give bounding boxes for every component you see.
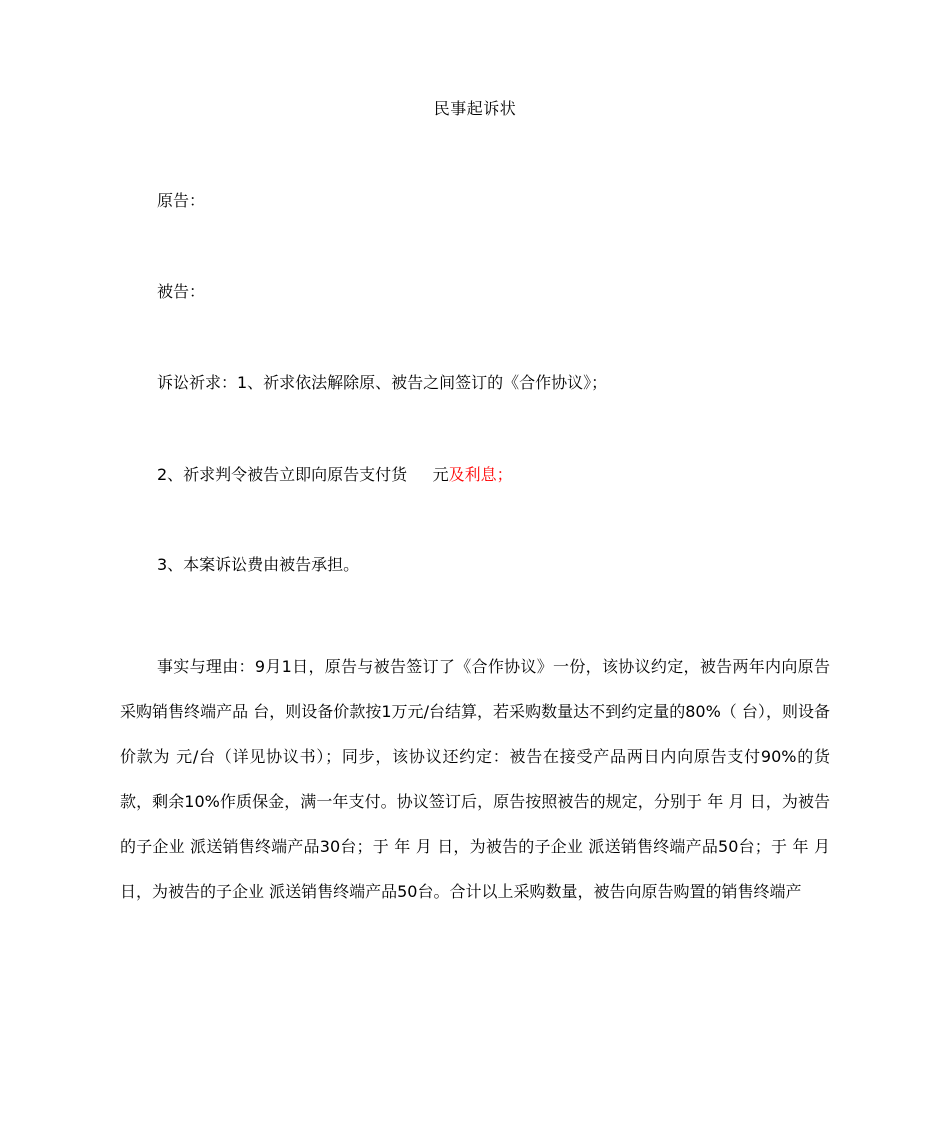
defendant-line: 被告： (157, 282, 206, 301)
claim-2 (157, 463, 513, 487)
plaintiff-line: 原告： (157, 191, 206, 210)
facts-paragraph: 事实与理由：9月1日，原告与被告签订了《合作协议》一份，该协议约定，被告两年内向原告采购销售终端产品 台，则设备价款按1万元/台结算，若采购数量达不到约定量的80%（ 台），则设备价款为 元/台（详见协议书）；同步，该协议还约定：被告在接受产品两日内向原告支付90%的货款，剩余10%作质保金，满一年支付。协议签订后，原告按照被告的规定，分别于 年 月 日，为被告的子企业 派送销售终端产品30台；于 年 月 日，为被告的子企业 派送销售终端产品50台；于 年 月 日，为被告的子企业 派送销售终端产品50台。合计以上采购数量，被告向原告购置的销售终端产 (120, 657, 830, 901)
claim-2-highlight: 及利息； (448, 465, 513, 484)
claim-2-text: 2、祈求判令被告立即向原告支付货 元 (157, 465, 449, 484)
claim-3: 3、本案诉讼费由被告承担。 (157, 555, 360, 574)
claim-1: 诉讼祈求：1、祈求依法解除原、被告之间签订的《合作协议》； (157, 373, 608, 392)
document-title: 民事起诉状 (433, 99, 517, 118)
